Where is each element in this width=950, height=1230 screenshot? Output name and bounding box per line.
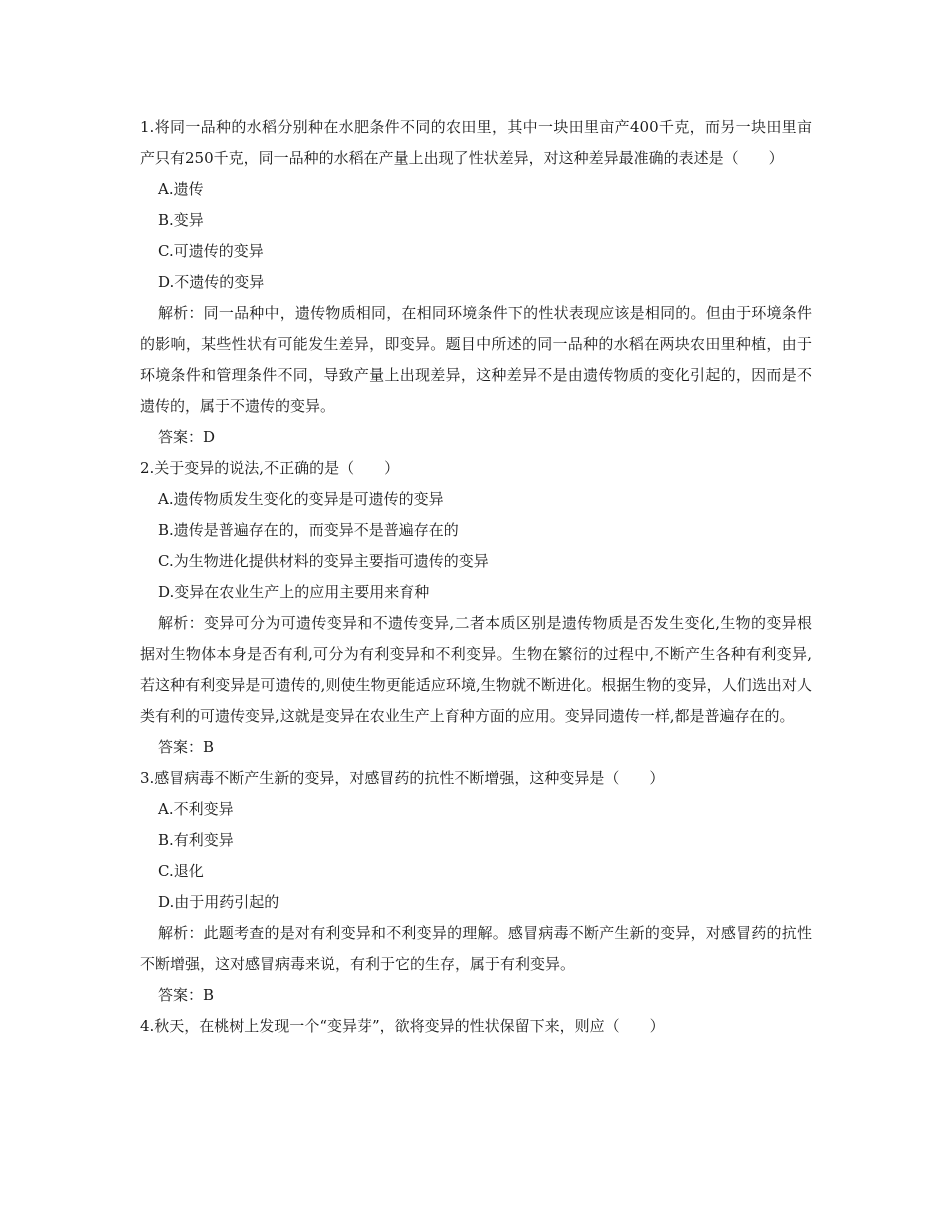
question-3 — [140, 763, 812, 1011]
analysis: 解析：此题考查的是对有利变异和不利变异的理解。感冒病毒不断产生新的变异，对感冒药的抗性不断增强，这对感冒病毒来说，有利于它的生存，属于有利变异。 — [140, 924, 812, 973]
option-c: C.为生物进化提供材料的变异主要指可遗传的变异 — [158, 552, 489, 570]
option-a: A.不利变异 — [158, 800, 234, 818]
option-b: B.遗传是普遍存在的，而变异不是普遍存在的 — [158, 521, 459, 539]
question-stem: 1.将同一品种的水稻分别种在水肥条件不同的农田里，其中一块田里亩产400千克，而另一块田里亩产只有250千克，同一品种的水稻在产量上出现了性状差异，对这种差异最准确的表述是（ ） — [140, 118, 812, 167]
question-4 — [140, 1011, 812, 1042]
answer: 答案：B — [158, 738, 215, 756]
answer: 答案：B — [158, 986, 215, 1004]
option-d: D.由于用药引起的 — [158, 893, 280, 911]
option-a: A.遗传物质发生变化的变异是可遗传的变异 — [158, 490, 444, 508]
question-stem: 4.秋天，在桃树上发现一个“变异芽”，欲将变异的性状保留下来，则应（ ） — [140, 1017, 665, 1035]
question-stem: 2.关于变异的说法,不正确的是（ ） — [140, 459, 400, 477]
question-2 — [140, 453, 812, 763]
analysis: 解析：变异可分为可遗传变异和不遗传变异,二者本质区别是遗传物质是否发生变化,生物的变异根据对生物体本身是否有利,可分为有利变异和不利变异。生物在繁衍的过程中,不断产生各种有利变异,若这种有利变异是可遗传的,则使生物更能适应环境,生物就不断进化。根据生物的变异，人们选出对人类有利的可遗传变异,这就是变异在农业生产上育种方面的应用。变异同遗传一样,都是普遍存在的。 — [140, 614, 812, 725]
option-b: B.有利变异 — [158, 831, 234, 849]
option-a: A.遗传 — [158, 180, 204, 198]
analysis: 解析：同一品种中，遗传物质相同，在相同环境条件下的性状表现应该是相同的。但由于环境条件的影响，某些性状有可能发生差异，即变异。题目中所述的同一品种的水稻在两块农田里种植，由于环境条件和管理条件不同，导致产量上出现差异，这种差异不是由遗传物质的变化引起的，因而是不遗传的，属于不遗传的变异。 — [140, 304, 812, 415]
option-b: B.变异 — [158, 211, 204, 229]
option-c: C.退化 — [158, 862, 204, 880]
option-c: C.可遗传的变异 — [158, 242, 264, 260]
option-d: D.不遗传的变异 — [158, 273, 265, 291]
document-body — [140, 112, 812, 1042]
answer: 答案：D — [158, 428, 216, 446]
option-d: D.变异在农业生产上的应用主要用来育种 — [158, 583, 430, 601]
question-stem: 3.感冒病毒不断产生新的变异，对感冒药的抗性不断增强，这种变异是（ ） — [140, 769, 665, 787]
question-1 — [140, 112, 812, 453]
